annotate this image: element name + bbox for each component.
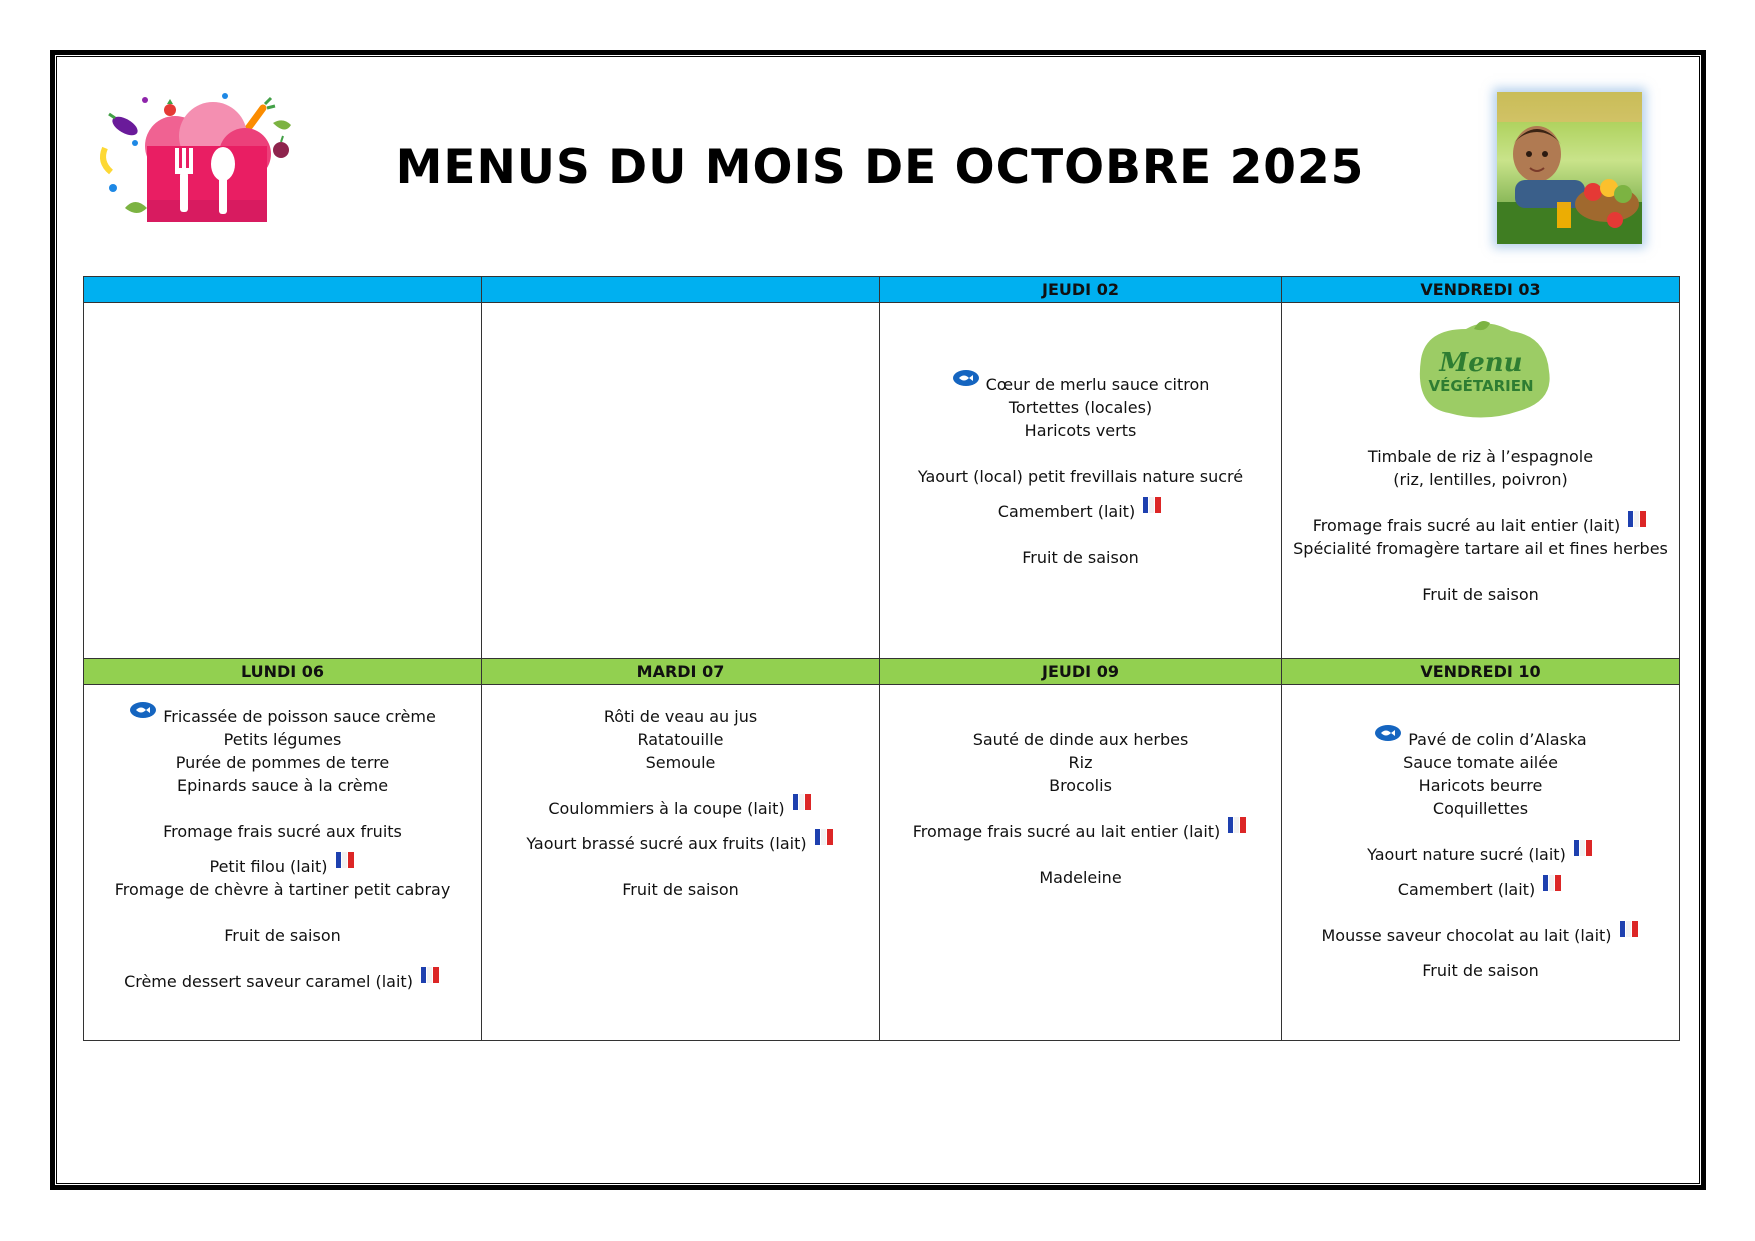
menu-line [1282, 878, 1679, 901]
menu-line: Petits légumes [223, 730, 342, 749]
day-header [84, 277, 482, 303]
day-header-mardi-07: MARDI 07 [482, 659, 880, 685]
menu-line: Fruit de saison [1422, 961, 1539, 980]
menu-cell-mardi-07 [482, 685, 880, 1041]
day-header-jeudi-09: JEUDI 09 [880, 659, 1282, 685]
menu-line: Yaourt (local) petit frevillais nature sucré [917, 467, 1244, 486]
menu-line: Timbale de riz à l’espagnole [1367, 447, 1594, 466]
menu-line: Fromage de chèvre à tartiner petit cabray [114, 880, 451, 899]
day-header-jeudi-02: JEUDI 02 [880, 277, 1282, 303]
dish-text: Fromage frais sucré au lait entier (lait) [912, 822, 1221, 841]
french-flag-icon [1626, 509, 1648, 529]
day-header [482, 277, 880, 303]
menu-line: Ratatouille [637, 730, 724, 749]
week2-menu-row [84, 685, 1680, 1041]
dish-text: Coulommiers à la coupe (lait) [548, 799, 785, 818]
menu-line: (riz, lentilles, poivron) [1393, 470, 1568, 489]
menu-line: Sauté de dinde aux herbes [972, 730, 1189, 749]
menu-line: Semoule [645, 753, 716, 772]
menu-line-main [84, 705, 481, 728]
french-flag-icon [791, 792, 813, 812]
day-header-lundi-06: LUNDI 06 [84, 659, 482, 685]
menu-line: Fruit de saison [1022, 548, 1139, 567]
dish-text: Mousse saveur chocolat au lait (lait) [1321, 926, 1612, 945]
veg-logo-line1: Menu [1438, 348, 1523, 378]
dish-text: Crème dessert saveur caramel (lait) [124, 972, 413, 991]
french-flag-icon [334, 850, 356, 870]
menu-line: Haricots beurre [1418, 776, 1543, 795]
menu-line [1282, 514, 1679, 537]
menu-line: Fromage frais sucré aux fruits [163, 822, 402, 841]
menu-line: Riz [1068, 753, 1093, 772]
menu-line [1282, 843, 1679, 866]
dish-text: Fricassée de poisson sauce crème [163, 707, 436, 726]
french-flag-icon [1572, 838, 1594, 858]
menu-line: Fruit de saison [622, 880, 739, 899]
menu-cell-jeudi-09 [880, 685, 1282, 1041]
empty-day-cell [84, 303, 482, 659]
menu-line [482, 832, 879, 855]
vegetarian-menu-logo [1406, 319, 1556, 419]
menu-line: Brocolis [1049, 776, 1112, 795]
menu-line-main [880, 373, 1281, 396]
menu-calendar-table [83, 276, 1680, 1041]
menu-cell-jeudi-02 [880, 303, 1282, 659]
menu-line [482, 797, 879, 820]
day-header-vendredi-03: VENDREDI 03 [1282, 277, 1680, 303]
sustainable-fish-icon [129, 701, 157, 719]
menu-line [1282, 924, 1679, 947]
week1-menu-row [84, 303, 1680, 659]
chef-hat-logo [95, 88, 305, 238]
dish-text: Camembert (lait) [1397, 880, 1536, 899]
menu-line [84, 855, 481, 878]
menu-line: Madeleine [1039, 868, 1122, 887]
french-flag-icon [419, 965, 441, 985]
empty-day-cell [482, 303, 880, 659]
menu-cell-vendredi-03 [1282, 303, 1680, 659]
french-flag-icon [1141, 495, 1163, 515]
dish-text: Cœur de merlu sauce citron [985, 375, 1210, 394]
menu-line [84, 970, 481, 993]
menu-line: Epinards sauce à la crème [176, 776, 389, 795]
menu-line: Fruit de saison [1422, 585, 1539, 604]
french-flag-icon [1618, 919, 1640, 939]
menu-line [880, 820, 1281, 843]
veg-logo-line2: VÉGÉTARIEN [1427, 377, 1534, 395]
french-flag-icon [1226, 815, 1248, 835]
menu-line: Rôti de veau au jus [603, 707, 758, 726]
menu-line: Haricots verts [1024, 421, 1137, 440]
dish-text: Yaourt brassé sucré aux fruits (lait) [526, 834, 807, 853]
menu-line: Coquillettes [1432, 799, 1529, 818]
menu-line: Fruit de saison [224, 926, 341, 945]
menu-line: Purée de pommes de terre [175, 753, 390, 772]
sustainable-fish-icon [1374, 724, 1402, 742]
menu-line [880, 500, 1281, 523]
day-header-vendredi-10: VENDREDI 10 [1282, 659, 1680, 685]
dish-text: Petit filou (lait) [209, 857, 328, 876]
menu-line: Spécialité fromagère tartare ail et fines herbes [1293, 539, 1668, 558]
dish-text: Yaourt nature sucré (lait) [1367, 845, 1566, 864]
dish-text: Fromage frais sucré au lait entier (lait) [1312, 516, 1621, 535]
week1-header-row [84, 277, 1680, 303]
french-flag-icon [1541, 873, 1563, 893]
menu-line: Sauce tomate ailée [1403, 753, 1558, 772]
menu-line: Tortettes (locales) [1008, 398, 1153, 417]
dish-text: Pavé de colin d’Alaska [1408, 730, 1587, 749]
menu-cell-lundi-06 [84, 685, 482, 1041]
menu-line-main [1282, 728, 1679, 751]
french-flag-icon [813, 827, 835, 847]
dish-text: Camembert (lait) [997, 502, 1136, 521]
child-fruit-photo [1497, 92, 1642, 244]
page-title: MENUS DU MOIS DE OCTOBRE 2025 [395, 140, 1365, 195]
menu-cell-vendredi-10 [1282, 685, 1680, 1041]
sustainable-fish-icon [952, 369, 980, 387]
